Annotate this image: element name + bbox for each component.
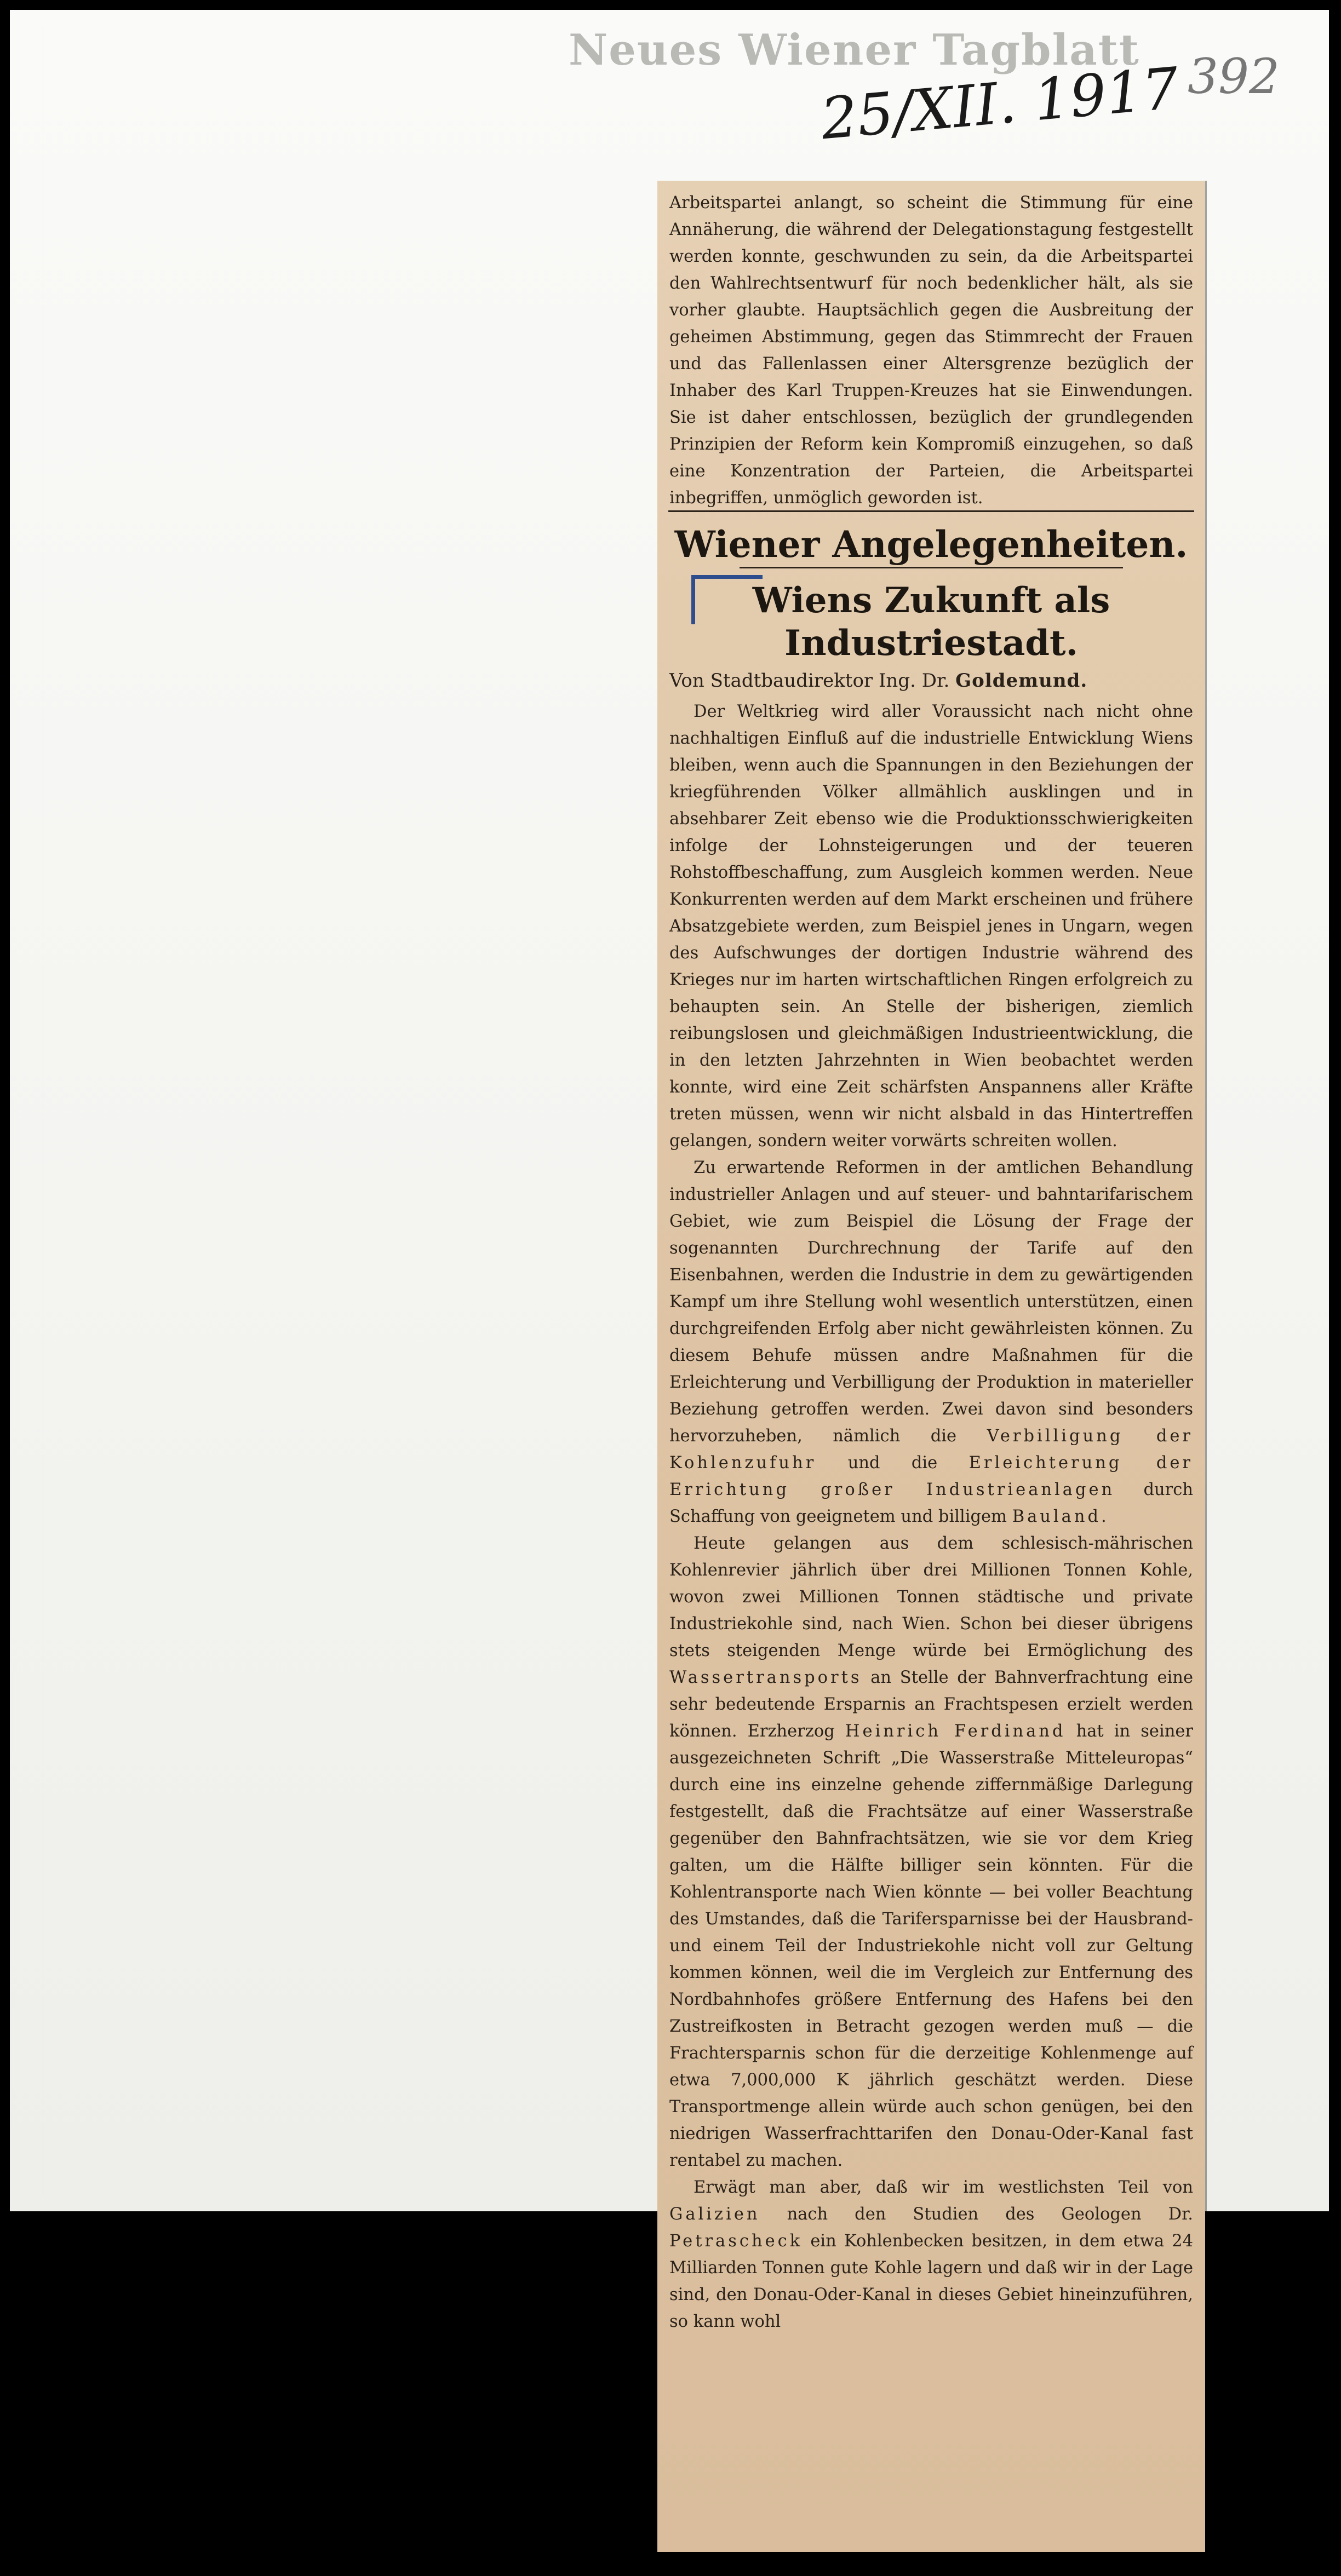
- article-body: [669, 698, 1193, 2335]
- paragraph-2-text-c: durch Schaffung von geeignetem und billigem: [669, 1480, 1193, 1526]
- author-prefix: Von Stadtbaudirektor Ing. Dr.: [669, 670, 950, 692]
- newspaper-clipping: [657, 181, 1205, 2552]
- article-paragraph-3: [669, 1530, 1193, 2174]
- spaced-phrase-industrial-plants: Erleichterung der Errichtung großer Industrieanlagen: [669, 1453, 1193, 1499]
- spaced-phrase-galicia: Galizien: [669, 2205, 760, 2224]
- article-title: [657, 579, 1205, 665]
- newspaper-name-stamp: Neues Wiener Tagblatt: [569, 25, 1140, 75]
- paragraph-3-text-b: an Stelle der Bahnverfrachtung eine sehr bedeutende Ersparnis an Frachtspesen erzielt werden können. Erzherzog: [669, 1668, 1193, 1741]
- section-divider: [668, 510, 1194, 512]
- section-heading-underline: [740, 567, 1123, 568]
- article-paragraph-1: Der Weltkrieg wird aller Voraussicht nach nicht ohne nachhaltigen Einfluß auf die industrielle Entwicklung Wiens bleiben, wenn auch die Spannungen in den Beziehungen der kriegführenden Völker allmählich ausklingen und in absehbarer Zeit ebenso wie die Produktionsschwierigkeiten infolge der Lohnsteigerungen und der teueren Rohstoffbeschaffung, zum Ausgleich kommen werden. Neue Konkurrenten werden auf dem Markt erscheinen und frühere Absatzgebiete werden, zum Beispiel jenes in Ungarn, wegen des Aufschwunges der dortigen Industrie während des Krieges nur im harten wirtschaftlichen Ringen erfolgreich zu behaupten sein. An Stelle der bisherigen, ziemlich reibungslosen und gleichmäßigen Industrieentwicklung, die in den letzten Jahrzehnten in Wien beobachtet werden konnte, wird eine Zeit schärfsten Anspannens aller Kräfte treten müssen, wenn wir nicht alsbald in das Hintertreffen gelangen, sondern weiter vorwärts schreiten wollen.: [669, 702, 1193, 1151]
- paragraph-4-text-c: ein Kohlenbecken besitzen, in dem etwa 24 Milliarden Tonnen gute Kohle lagern und daß wir in der Lage sind, den Donau-Oder-Kanal in dieses Gebiet hineinzuführen, so kann wohl: [669, 2232, 1193, 2331]
- paragraph-2-text-b: und die: [847, 1453, 938, 1473]
- spaced-phrase-coal-supply: Verbilligung der Kohlenzufuhr: [669, 1427, 1194, 1473]
- archive-page-number: 392: [1188, 48, 1280, 105]
- section-heading: Wiener Angelegenheiten.: [674, 523, 1188, 566]
- paragraph-3-text-c: hat in seiner ausgezeichneten Schrift „Die Wasserstraße Mitteleuropas“ durch eine ins einzelne gehende ziffernmäßige Darlegung festgestellt, daß die Frachtsätze auf einer Wasserstraße gegenüber den Bahnfrachtsätzen, wie sie vor dem Krieg galten, um die Hälfte billiger sein könnten. Für die Kohlentransporte nach Wien könnte — bei voller Beachtung des Umstandes, daß die Tarifersparnisse bei der Hausbrand- und einem Teil der Industriekohle nicht voll zur Geltung kommen können, weil die im Vergleich zur Entfernung des Nordbahnhofes größere Entfernung des Hafens bei den Zustreifkosten in Betracht gezogen werden muß — die Frachtersparnis schon für die derzeitige Kohlenmenge auf etwa 7,000,000 K jährlich geschätzt werden. Diese Transportmenge allein würde auch schon genügen, bei den niedrigen Wasserfrachttarifen den Donau-Oder-Kanal fast rentabel zu machen.: [669, 1722, 1194, 2170]
- spaced-phrase-building-land: Bauland.: [1012, 1507, 1109, 1526]
- blue-pencil-mark: [691, 575, 763, 579]
- article-paragraph-4: [669, 2174, 1193, 2335]
- paragraph-4-text-b: nach den Studien des Geologen Dr.: [787, 2205, 1193, 2224]
- spaced-phrase-archduke-name: Heinrich Ferdinand: [845, 1722, 1066, 1741]
- paragraph-4-text-a: Erwägt man aber, daß wir im westlichsten Teil von: [694, 2178, 1193, 2197]
- intro-paragraph: Arbeitspartei anlangt, so scheint die Stimmung für eine Annäherung, die während der Delegationstagung festgestellt werden konnte, geschwunden zu sein, da die Arbeitspartei den Wahlrechtsentwurf für noch bedenklicher hält, als sie vorher glaubte. Hauptsächlich gegen die Ausbreitung der geheimen Abstimmung, gegen das Stimmrecht der Frauen und das Fallenlassen einer Altersgrenze bezüglich der Inhaber des Karl Truppen-Kreuzes hat sie Einwendungen. Sie ist daher entschlossen, bezüglich der grundlegenden Prinzipien der Reform kein Kompromiß einzugehen, so daß eine Konzentration der Parteien, die Arbeitspartei inbegriffen, unmöglich geworden ist.: [669, 193, 1193, 508]
- spaced-phrase-water-transport: Wassertransports: [669, 1668, 862, 1687]
- paragraph-3-text-a: Heute gelangen aus dem schlesisch-mährischen Kohlenrevier jährlich über drei Millionen Tonnen Kohle, wovon zwei Millionen Tonnen städtische und private Industriekohle sind, nach Wien. Schon bei dieser übrigens stets steigenden Menge würde bei Ermöglichung des: [669, 1534, 1193, 1660]
- author-line: [669, 668, 1193, 693]
- author-name: Goldemund.: [955, 670, 1088, 692]
- paragraph-2-text-a: Zu erwartende Reformen in der amtlichen Behandlung industrieller Anlagen und auf steuer- und bahntarifarischem Gebiet, wie zum Beispiel die Lösung der Frage der sogenannten Durchrechnung der Tarife auf den Eisenbahnen, werden die Industrie in dem zu gewärtigenden Kampf um ihre Stellung wohl wesentlich unterstützen, einen durchgreifenden Erfolg aber nicht gewährleisten können. Zu diesem Behufe müssen andre Maßnahmen für die Erleichterung und Verbilligung der Produktion in materieller Beziehung getroffen werden. Zwei davon sind besonders hervorzuheben, nämlich die: [669, 1158, 1193, 1446]
- article-paragraph-2: [669, 1154, 1193, 1530]
- handwritten-date: 25/XII. 1917: [818, 54, 1182, 153]
- article-title-line-2: Industriestadt.: [784, 623, 1078, 664]
- article-title-line-1: Wiens Zukunft als: [752, 580, 1110, 621]
- spaced-phrase-geologist-name: Petrascheck: [669, 2232, 803, 2251]
